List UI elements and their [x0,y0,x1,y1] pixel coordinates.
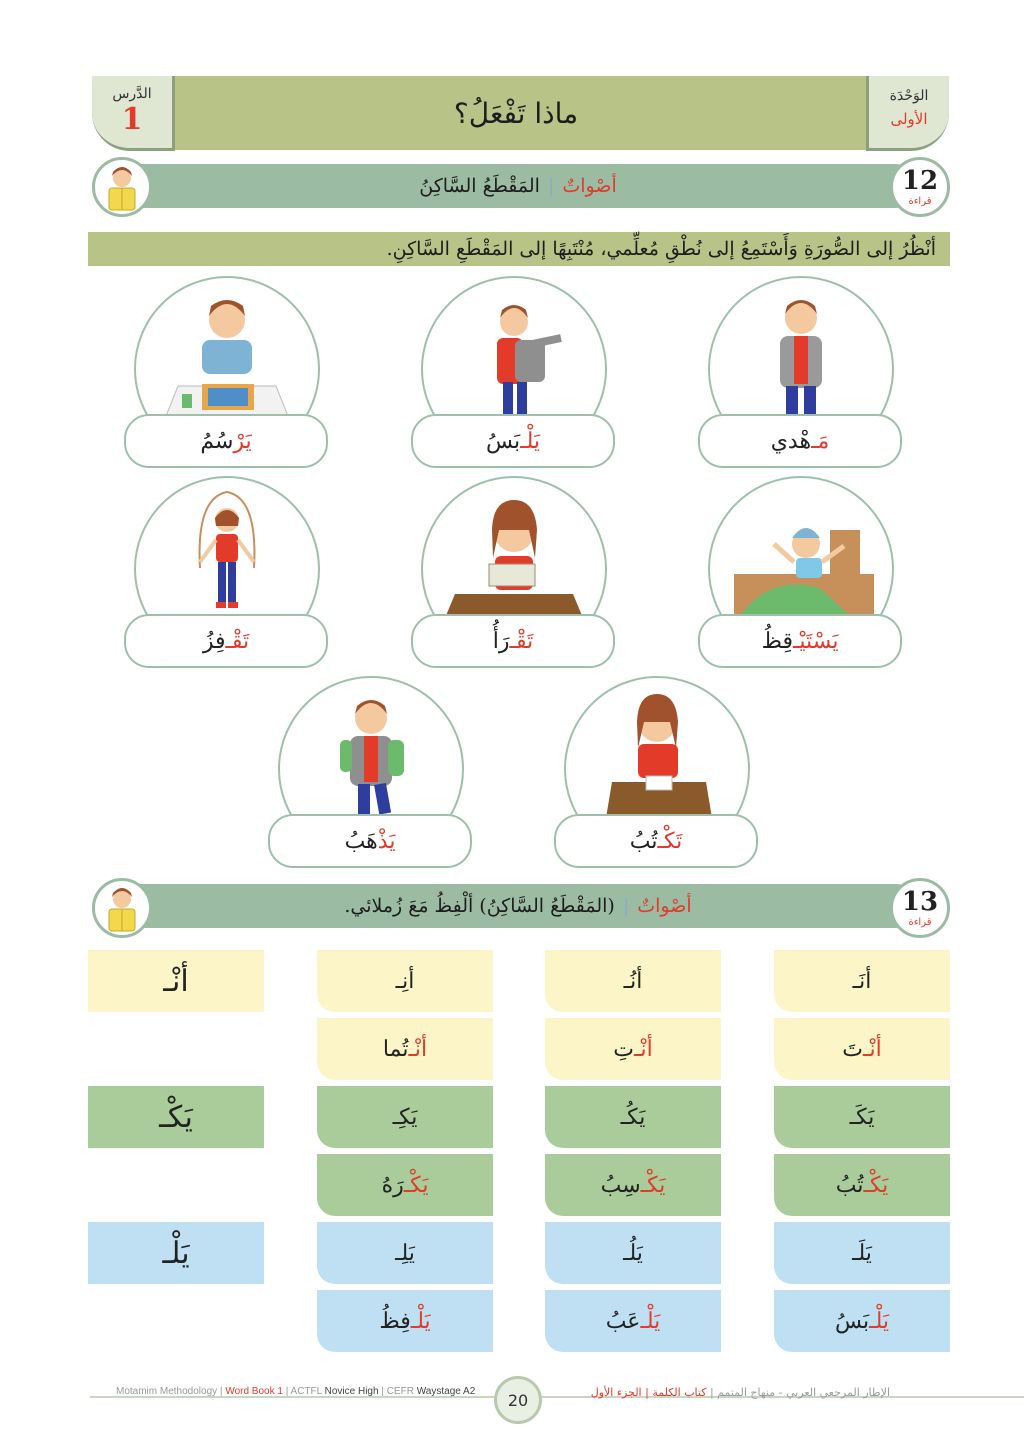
word-card-8-red: يَذْ [377,828,396,854]
word-rest: تَ [842,1036,864,1062]
syllable-rest: يَكُـ [620,1104,646,1130]
word-red: أنْـ [408,1036,428,1062]
word-rest: سِبُ [600,1172,641,1198]
word-card-5-red: تَقْـ [509,628,534,654]
page-title: ماذا تَفْعَلُ؟ [453,96,579,130]
section-12-subtitle: قراءة [908,196,932,207]
word-card-1-rest: هْدي [770,428,812,454]
syllable-cell [545,1086,721,1148]
word-card-6-red: تَقْـ [225,628,250,654]
word-card-6 [124,614,328,668]
word-cell [545,1290,721,1352]
section-12-heading [118,164,918,208]
word-cell [774,1018,950,1080]
word-cell [774,1154,950,1216]
word-rest: تُما [382,1036,409,1062]
word-card-1-red: مَـ [811,428,830,454]
unit-value: الأولى [890,110,928,128]
syllable-cell [774,1086,950,1148]
footer-methodology: Motamim Methodology | [116,1386,223,1397]
footer-cefr: | CEFR [381,1386,414,1397]
word-red: أنْـ [634,1036,653,1062]
footer-actfl: | ACTFL [285,1386,322,1397]
unit-tab [866,76,949,151]
lesson-number: 1 [121,102,143,137]
word-card-8-rest: هَبُ [344,828,378,854]
word-card-5-rest: رَأُ [492,628,510,654]
syllable-rest: أنَـ [852,968,872,994]
syllable-rest: يَلُـ [623,1240,643,1266]
key-syllable-cell: يَلْـ [88,1222,264,1284]
word-cell [545,1154,721,1216]
word-card-7 [554,814,758,868]
syllable-rest: يَلَـ [852,1240,872,1266]
section-12-topic: المَقْطَعُ السَّاكِنُ [419,175,540,197]
word-card-4-rest: قِظُ [761,628,793,654]
word-red: يَلْـ [869,1308,890,1334]
section-13-label: أصْواتٌ [637,895,692,917]
section-13-number: 13 [901,887,939,917]
section-12-number-badge [890,157,950,217]
word-rest: عَبُ [605,1308,641,1334]
syllable-cell [545,1222,721,1284]
word-card-6-rest: فِزُ [202,628,226,654]
word-cell [774,1290,950,1352]
footer-curriculum-info [591,1386,890,1399]
section-12-number: 12 [901,166,939,196]
word-red: يَلْـ [410,1308,431,1334]
section-13-number-badge [890,878,950,938]
syllable-cell [317,950,493,1012]
key-syllable-cell: أنْـ [88,950,264,1012]
word-card-2-rest: بَسُ [485,428,521,454]
footer-cefr-level: Waystage A2 [416,1386,476,1397]
footer-book-name: Word Book 1 [225,1386,283,1397]
syllable-rest: أنُـ [623,968,643,994]
word-cell [545,1018,721,1080]
word-cell [317,1290,493,1352]
syllable-cell [774,1222,950,1284]
footer-curriculum: الإطار المرجعي العربي - منهاج المتمم | [709,1386,890,1399]
word-red: يَكْـ [403,1172,429,1198]
key-syllable-cell: يَكْـ [88,1086,264,1148]
footer-book-part: كتاب الكلمة | الجزء الأول [590,1386,707,1399]
footer-series-info [116,1386,475,1397]
word-card-1 [698,414,902,468]
lesson-label: الدَّرس [112,86,152,102]
word-card-5 [411,614,615,668]
syllable-cell [545,950,721,1012]
word-red: أنْـ [863,1036,882,1062]
word-red: يَكْـ [640,1172,666,1198]
word-card-8 [268,814,472,868]
instruction-bar: أنْظُرُ إلى الصُّورَةِ وَأَسْتَمِعُ إلى نُطْقِ مُعلِّمي، مُنْتَبِهًا إلى المَقْطَعِ السَّاكِنِ. [88,232,950,266]
word-cell [317,1018,493,1080]
reading-kid-icon [92,157,152,217]
unit-label: الوَحْدَة [889,88,929,104]
word-rest: تُبُ [835,1172,864,1198]
syllable-cell [774,950,950,1012]
word-card-4-red: يَسْتَيْـ [792,628,839,654]
word-cell [317,1154,493,1216]
section-13-separator: | [622,895,630,917]
word-rest: بَسُ [834,1308,870,1334]
word-rest: تِ [613,1036,635,1062]
section-13-topic: (المَقْطَعُ السَّاكِنُ) ألْفِظُ مَعَ زُملائي. [344,895,615,917]
word-card-2-red: يَلْـ [520,428,541,454]
section-12-separator: | [547,175,555,197]
lesson-tab [92,76,175,151]
footer-actfl-level: Novice High [324,1386,379,1397]
page-number: 20 [494,1376,542,1424]
section-12-label: أصْواتٌ [562,175,617,197]
syllable-rest: يَلِـ [395,1240,415,1266]
word-rest: رَهُ [381,1172,404,1198]
word-red: يَلْـ [640,1308,661,1334]
word-card-7-rest: تُبُ [629,828,658,854]
word-card-2 [411,414,615,468]
word-red: يَكْـ [863,1172,889,1198]
reading-kid-icon [92,878,152,938]
syllable-rest: أنِـ [395,968,415,994]
syllable-rest: يَكَـ [849,1104,875,1130]
word-card-4 [698,614,902,668]
syllable-cell [317,1086,493,1148]
word-card-3 [124,414,328,468]
syllable-cell [317,1222,493,1284]
section-13-heading [118,884,918,928]
section-13-subtitle: قراءة [908,917,932,928]
word-card-7-red: تَكْـ [657,828,683,854]
word-card-3-rest: سُمُ [200,428,234,454]
syllable-rest: يَكِـ [392,1104,418,1130]
word-card-3-red: يَرْ [233,428,252,454]
word-rest: فِظُ [379,1308,411,1334]
